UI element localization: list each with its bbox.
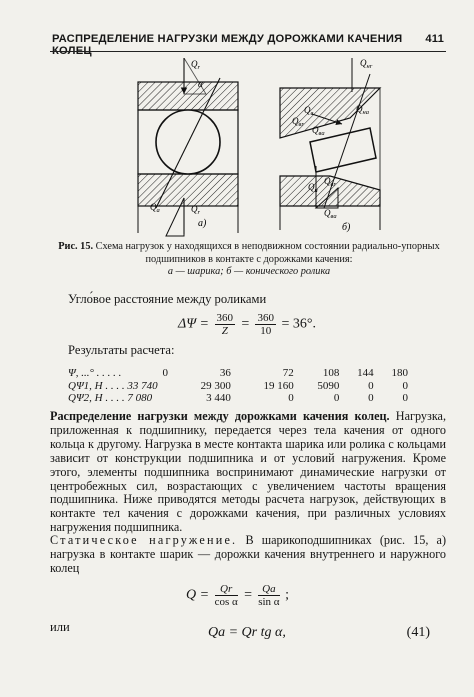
table-cell: 0 — [368, 379, 374, 392]
table-cell: 3 440 — [206, 392, 231, 405]
table-cell: 144 — [357, 367, 374, 380]
angular-intro: Угло́вое расстояние между роликами — [68, 292, 267, 306]
table-cell: 0 — [402, 379, 408, 392]
fraction-2 — [255, 312, 276, 337]
table-cell: 29 300 — [200, 379, 231, 392]
figure-15-diagram — [80, 58, 440, 238]
figure-caption — [50, 241, 448, 279]
formula-lhs: Q = — [186, 587, 210, 603]
table-cell: 5090 — [317, 379, 340, 392]
results-table — [68, 367, 408, 405]
row-label: Ψ, ...° . . . . . — [68, 367, 122, 380]
formula-end: ; — [285, 587, 289, 603]
header-rule — [50, 51, 446, 52]
svg-text:Qв: $Q_в$ — [304, 105, 314, 117]
caption-subtext: а — шарика; б — конического ролика — [167, 266, 331, 278]
paragraph-text: В шарикоподшипниках (рис. 15, а) нагрузка в контакте шарик — дорожки качения внутреннего и наружного колец — [50, 533, 446, 575]
table-cell: 108 — [322, 367, 340, 380]
svg-text:Qr: $Q_r$ — [191, 59, 201, 71]
table-cell: 19 160 — [263, 379, 294, 392]
svg-text:Qн: $Q_н$ — [308, 182, 318, 194]
paragraph-static-loading — [50, 534, 446, 576]
fraction-1-den: Z — [221, 325, 228, 337]
svg-text:Qнa: $Q_{нa}$ — [356, 104, 369, 116]
table-row — [68, 380, 408, 393]
fraction-2-num: 360 — [257, 312, 274, 324]
qa-formula: Qa = Qr tg α, — [208, 625, 286, 640]
running-header — [52, 33, 444, 57]
svg-text:Qвa: $Q_{вa}$ — [312, 125, 325, 137]
svg-text:Qвa: $Q_{вa}$ — [324, 208, 337, 220]
fraction-1 — [215, 312, 236, 337]
fraction-2-num: Qa — [258, 583, 279, 596]
svg-text:Qнr: $Q_{нr}$ — [360, 58, 373, 70]
table-cell: 0 — [162, 367, 168, 380]
row-label: QΨ2, Н . . . . 7 080 — [68, 392, 153, 405]
paragraph-heading: Статическое нагружение. — [50, 533, 238, 547]
paragraph-heading: Распределение нагрузки между дорожками качения колец. — [50, 409, 390, 423]
table-row — [68, 367, 408, 380]
paragraph-load-distribution — [50, 410, 446, 535]
delta-psi-formula — [178, 312, 316, 337]
table-cell: 0 — [368, 392, 374, 405]
table-cell: 72 — [282, 367, 294, 380]
or-word: или — [50, 620, 70, 634]
caption-text: Схема нагрузок у находящихся в неподвижном состоянии радиально-упорных подшипников в контакте с дорожками качения: — [95, 241, 440, 265]
results-label: Результаты расчета: — [68, 343, 175, 357]
table-row — [68, 392, 408, 405]
fraction-1-num: Qr — [215, 583, 238, 596]
svg-text:Qr: $Q_r$ — [191, 204, 201, 216]
svg-text:a): a) — [198, 218, 207, 229]
fraction-1-den: cos α — [214, 596, 238, 608]
paragraph-text: Нагрузка, приложенная к подшипнику, передается через тела качения от одного кольца к другому. Нагрузка в месте контакта шарика или ролика с кольцами зависит от конструкции подшипника и от условий нагружения. Кроме этого, элементы подшипника воспринимают динамические нагрузки от центробежных сил, возрастающих с увеличением частоты вращения подшипника. Ниже приводятся методы расчета нагрузок, действующих в контакте тел качения с дорожками качения, при различных условиях нагружения подшипника. — [50, 409, 447, 535]
fraction-2-den: sin α — [258, 596, 280, 608]
formula-lhs: ΔΨ = — [178, 316, 210, 332]
svg-text:Qa: $Q_a$ — [150, 202, 160, 214]
table-cell: 0 — [333, 392, 340, 405]
svg-text:б): б) — [342, 222, 351, 233]
svg-text:Qвr: $Q_{вr}$ — [324, 176, 336, 188]
table-cell: 0 — [402, 392, 408, 405]
table-cell: 0 — [288, 392, 294, 405]
fraction-2 — [258, 583, 279, 608]
fraction-1-num: 360 — [216, 312, 234, 324]
svg-text:Qвr: $Q_{вr}$ — [292, 116, 304, 128]
table-cell: 36 — [219, 367, 231, 380]
q-formula — [186, 583, 289, 608]
row-label: QΨ1, Н . . . . 33 740 — [68, 379, 158, 392]
caption-label: Рис. 15. — [58, 241, 94, 252]
formula-rhs: = 36°. — [281, 316, 316, 332]
running-title: РАСПРЕДЕЛЕНИЕ НАГРУЗКИ МЕЖДУ ДОРОЖКАМИ КАЧЕНИЯ КОЛЕЦ — [52, 33, 403, 57]
svg-text:α: α — [198, 79, 203, 89]
formula-eq: = — [240, 316, 250, 332]
table-cell: 180 — [391, 367, 408, 380]
page-number: 411 — [425, 33, 444, 45]
panel-a-ball-bearing — [138, 58, 238, 236]
formula-eq: = — [243, 587, 253, 603]
panel-b-tapered-roller — [280, 58, 380, 233]
fraction-1 — [215, 583, 238, 608]
fraction-2-den: 10 — [260, 325, 272, 337]
equation-number: (41) — [406, 625, 430, 640]
